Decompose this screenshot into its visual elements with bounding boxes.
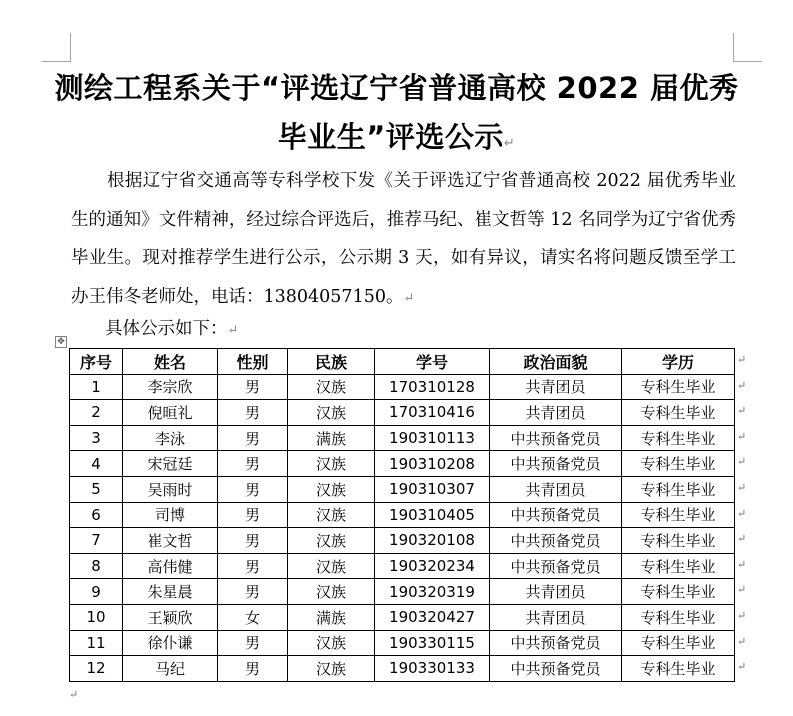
row-number-cell: 11 <box>70 630 123 656</box>
row-end-mark: ↵ <box>737 353 747 366</box>
row-end-mark: ↵ <box>737 378 747 392</box>
page-corner-mark-top-left <box>42 33 71 62</box>
political-status-cell: 共青团员 <box>490 604 622 630</box>
column-header: 政治面貌 <box>490 349 622 375</box>
student-id-cell: 190320234 <box>375 553 490 579</box>
row-end-mark: ↵ <box>737 481 747 494</box>
gender-cell: 男 <box>218 400 288 426</box>
political-status-cell: 共青团员 <box>490 476 622 502</box>
student-id-cell: 190310307 <box>375 476 490 502</box>
paragraph-mark: ↵ <box>503 136 516 151</box>
ethnicity-cell: 汉族 <box>288 656 375 682</box>
title-line-2: 毕业生”评选公示 <box>277 120 504 154</box>
ethnicity-cell: 满族 <box>288 425 375 451</box>
row-end-mark: ↵ <box>737 660 747 674</box>
row-end-mark: ↵ <box>737 532 747 546</box>
education-cell: 专科生毕业 <box>622 425 735 451</box>
student-id-cell: 190310208 <box>375 451 490 477</box>
table-row <box>70 604 735 630</box>
row-end-mark: ↵ <box>737 609 747 622</box>
student-id-cell: 190320319 <box>375 579 490 605</box>
name-cell: 倪晅礼 <box>123 400 218 426</box>
gender-cell: 男 <box>218 476 288 502</box>
student-id-cell: 170310416 <box>375 400 490 426</box>
body-paragraph <box>71 162 736 318</box>
page-corner-mark-top-right <box>733 33 762 62</box>
name-cell: 朱星晨 <box>123 579 218 605</box>
political-status-cell: 中共预备党员 <box>490 553 622 579</box>
education-cell: 专科生毕业 <box>622 553 735 579</box>
political-status-cell: 中共预备党员 <box>490 425 622 451</box>
name-cell: 崔文哲 <box>123 528 218 554</box>
title-line-1: 测绘工程系关于“评选辽宁省普通高校 2022 届优秀 <box>54 71 739 105</box>
row-end-mark: ↵ <box>737 557 747 571</box>
row-end-mark: ↵ <box>737 429 747 443</box>
row-number-cell: 5 <box>70 476 123 502</box>
education-cell: 专科生毕业 <box>622 579 735 605</box>
student-id-cell: 190310405 <box>375 502 490 528</box>
ethnicity-cell: 汉族 <box>288 553 375 579</box>
column-header: 民族 <box>288 349 375 375</box>
table-row <box>70 451 735 477</box>
gender-cell: 男 <box>218 528 288 554</box>
row-end-mark: ↵ <box>737 404 747 418</box>
column-header: 学号 <box>375 349 490 375</box>
political-status-cell: 中共预备党员 <box>490 502 622 528</box>
row-end-mark: ↵ <box>737 583 747 597</box>
row-number-cell: 3 <box>70 425 123 451</box>
row-number-cell: 2 <box>70 400 123 426</box>
name-cell: 吴雨时 <box>123 476 218 502</box>
column-header: 序号 <box>70 349 123 375</box>
name-cell: 宋冠廷 <box>123 451 218 477</box>
ethnicity-cell: 汉族 <box>288 476 375 502</box>
education-cell: 专科生毕业 <box>622 476 735 502</box>
subheading <box>105 314 238 346</box>
table-row <box>70 400 735 426</box>
ethnicity-cell: 汉族 <box>288 528 375 554</box>
education-cell: 专科生毕业 <box>622 604 735 630</box>
political-status-cell: 中共预备党员 <box>490 656 622 682</box>
table-row <box>70 579 735 605</box>
student-id-cell: 190330133 <box>375 656 490 682</box>
table-row <box>70 528 735 554</box>
row-number-cell: 1 <box>70 374 123 400</box>
row-number-cell: 8 <box>70 553 123 579</box>
gender-cell: 男 <box>218 374 288 400</box>
name-cell: 王颖欣 <box>123 604 218 630</box>
subheading-text: 具体公示如下： <box>105 319 228 339</box>
education-cell: 专科生毕业 <box>622 630 735 656</box>
gender-cell: 女 <box>218 604 288 630</box>
student-id-cell: 190320427 <box>375 604 490 630</box>
table-move-handle-icon[interactable]: ✥ <box>55 336 67 348</box>
table-header-row <box>70 349 735 375</box>
table-row <box>70 425 735 451</box>
column-header: 姓名 <box>123 349 218 375</box>
ethnicity-cell: 汉族 <box>288 374 375 400</box>
political-status-cell: 共青团员 <box>490 374 622 400</box>
name-cell: 李泳 <box>123 425 218 451</box>
row-end-mark: ↵ <box>737 506 747 520</box>
political-status-cell: 共青团员 <box>490 579 622 605</box>
document-title <box>40 64 753 168</box>
name-cell: 马纪 <box>123 656 218 682</box>
paragraph-mark: ↵ <box>227 323 239 338</box>
education-cell: 专科生毕业 <box>622 400 735 426</box>
name-cell: 司博 <box>123 502 218 528</box>
row-number-cell: 7 <box>70 528 123 554</box>
gender-cell: 男 <box>218 502 288 528</box>
political-status-cell: 中共预备党员 <box>490 451 622 477</box>
table-row <box>70 630 735 656</box>
column-header: 学历 <box>622 349 735 375</box>
political-status-cell: 中共预备党员 <box>490 528 622 554</box>
row-end-mark: ↵ <box>737 634 747 648</box>
paragraph-mark: ↵ <box>403 290 415 306</box>
ethnicity-cell: 汉族 <box>288 630 375 656</box>
education-cell: 专科生毕业 <box>622 374 735 400</box>
ethnicity-cell: 汉族 <box>288 400 375 426</box>
student-id-cell: 170310128 <box>375 374 490 400</box>
body-paragraph-text: 根据辽宁省交通高等专科学校下发《关于评选辽宁省普通高校 2022 届优秀毕业生的通知》文件精神，经过综合评选后，推荐马纪、崔文哲等 12 名同学为辽宁省优秀毕业生。现对推荐学生进行公示，公示期 3 天，如有异议，请实名将问题反馈至学工办王伟冬老师处，电话：13804057150。 <box>71 171 736 307</box>
ethnicity-cell: 汉族 <box>288 502 375 528</box>
table-row <box>70 656 735 682</box>
ethnicity-cell: 汉族 <box>288 451 375 477</box>
gender-cell: 男 <box>218 451 288 477</box>
gender-cell: 男 <box>218 579 288 605</box>
row-end-mark: ↵ <box>737 455 747 469</box>
gender-cell: 男 <box>218 553 288 579</box>
paragraph-mark: ↵ <box>69 688 79 701</box>
gender-cell: 男 <box>218 656 288 682</box>
name-cell: 李宗欣 <box>123 374 218 400</box>
political-status-cell: 共青团员 <box>490 400 622 426</box>
student-id-cell: 190310113 <box>375 425 490 451</box>
gender-cell: 男 <box>218 425 288 451</box>
ethnicity-cell: 汉族 <box>288 579 375 605</box>
student-id-cell: 190320108 <box>375 528 490 554</box>
row-number-cell: 9 <box>70 579 123 605</box>
row-number-cell: 12 <box>70 656 123 682</box>
gender-cell: 男 <box>218 630 288 656</box>
row-number-cell: 6 <box>70 502 123 528</box>
education-cell: 专科生毕业 <box>622 528 735 554</box>
name-cell: 高伟健 <box>123 553 218 579</box>
table-row <box>70 553 735 579</box>
education-cell: 专科生毕业 <box>622 502 735 528</box>
row-number-cell: 4 <box>70 451 123 477</box>
education-cell: 专科生毕业 <box>622 656 735 682</box>
table-row <box>70 374 735 400</box>
ethnicity-cell: 满族 <box>288 604 375 630</box>
table-row <box>70 476 735 502</box>
political-status-cell: 中共预备党员 <box>490 630 622 656</box>
name-cell: 徐仆谦 <box>123 630 218 656</box>
education-cell: 专科生毕业 <box>622 451 735 477</box>
nominee-table <box>69 348 735 682</box>
table-row <box>70 502 735 528</box>
student-id-cell: 190330115 <box>375 630 490 656</box>
column-header: 性别 <box>218 349 288 375</box>
row-number-cell: 10 <box>70 604 123 630</box>
